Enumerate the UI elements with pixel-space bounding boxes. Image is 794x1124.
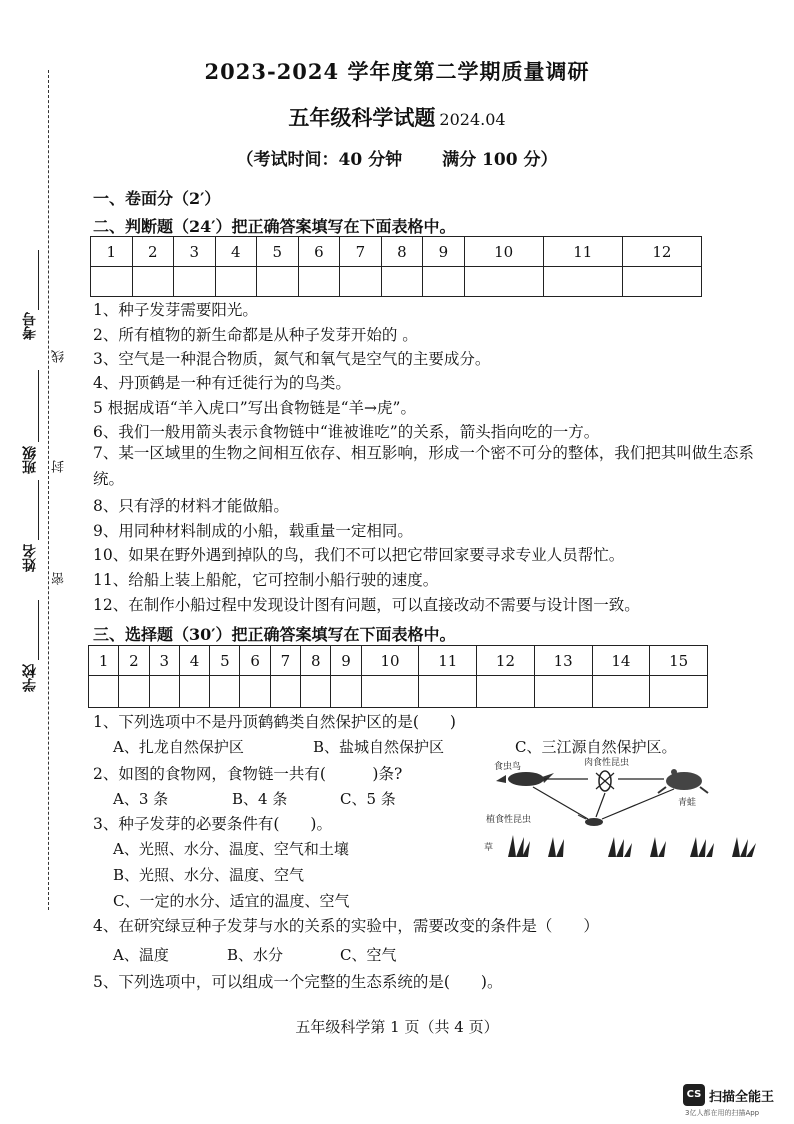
mc-answer-table — [88, 645, 708, 708]
food-web-arrows — [533, 779, 674, 819]
mc-q2-option-b: B、4 条 — [232, 790, 288, 808]
tf-question-2: 2、所有植物的新生命都是从种子发芽开始的 。 — [93, 326, 418, 344]
tf-answer-cell[interactable] — [464, 267, 543, 297]
exam-date: 2024.04 — [439, 110, 506, 129]
mc-answer-cell[interactable] — [301, 676, 331, 708]
cut-mark-xian: 线 — [52, 350, 67, 363]
mc-answer-cell[interactable] — [592, 676, 650, 708]
tf-col-11: 11 — [543, 237, 622, 267]
mc-col-10: 10 — [361, 646, 419, 676]
tf-answer-cell[interactable] — [622, 267, 701, 297]
margin-class-line — [38, 370, 39, 442]
exam-title: 2023-2024 学年度第二学期质量调研 — [204, 59, 590, 84]
mc-q4-option-c: C、空气 — [340, 946, 397, 964]
frog-icon — [658, 769, 708, 793]
food-web-figure — [478, 757, 778, 862]
herbivore-insect-icon — [578, 815, 603, 826]
subject-title: 五年级科学试题 — [288, 105, 436, 130]
exam-subtitle — [0, 102, 794, 132]
mc-col-15: 15 — [650, 646, 708, 676]
full-score: 满分 100 分） — [442, 150, 558, 170]
food-web-label-grass: 草 — [484, 843, 494, 853]
tf-col-5: 5 — [257, 237, 299, 267]
tf-answer-table — [90, 236, 702, 297]
cut-mark-feng: 封 — [52, 460, 67, 473]
food-web-label-frog: 青蛙 — [678, 798, 697, 808]
mc-q1-option-b: B、盐城自然保护区 — [313, 738, 445, 756]
scanner-app-name: 扫描全能王 — [709, 1090, 775, 1105]
mc-q4-option-b: B、水分 — [227, 946, 284, 964]
tf-question-5: 5 根据成语“羊入虎口”写出食物链是“羊→虎”。 — [93, 399, 416, 417]
mc-answer-cell[interactable] — [331, 676, 361, 708]
food-web-label-bird: 食虫鸟 — [494, 762, 522, 772]
tf-question-4: 4、丹顶鹤是一种有迁徙行为的鸟类。 — [93, 374, 351, 392]
mc-col-12: 12 — [477, 646, 535, 676]
mc-q3-option-b: B、光照、水分、温度、空气 — [113, 866, 305, 884]
tf-answer-cell[interactable] — [340, 267, 382, 297]
tf-col-6: 6 — [298, 237, 340, 267]
mc-answer-cell[interactable] — [477, 676, 535, 708]
mc-col-9: 9 — [331, 646, 361, 676]
tf-col-7: 7 — [340, 237, 382, 267]
mc-question-2: 2、如图的食物网，食物链一共有( )条? — [93, 765, 403, 783]
mc-q1-option-a: A、扎龙自然保护区 — [113, 738, 244, 756]
grass-icon — [508, 835, 756, 857]
tf-col-8: 8 — [381, 237, 423, 267]
mc-q2-option-c: C、5 条 — [340, 790, 396, 808]
mc-answer-cell[interactable] — [534, 676, 592, 708]
binding-dashed-line — [48, 70, 49, 910]
mc-answer-cell[interactable] — [419, 676, 477, 708]
mc-answer-cell[interactable] — [119, 676, 149, 708]
margin-name-label: 姓名 — [22, 544, 38, 572]
food-web-label-carnivore-insect: 肉食性昆虫 — [584, 758, 630, 768]
mc-q4-option-a: A、温度 — [113, 946, 169, 964]
tf-col-9: 9 — [423, 237, 465, 267]
tf-header-row — [91, 237, 702, 267]
tf-col-2: 2 — [132, 237, 174, 267]
mc-col-1: 1 — [89, 646, 119, 676]
mc-col-3: 3 — [149, 646, 179, 676]
tf-question-10: 10、如果在野外遇到掉队的鸟，我们不可以把它带回家要寻求专业人员帮忙。 — [93, 546, 625, 564]
tf-question-6: 6、我们一般用箭头表示食物链中“谁被谁吃”的关系，箭头指向吃的一方。 — [93, 423, 600, 441]
mc-answer-cell[interactable] — [240, 676, 270, 708]
exam-info — [0, 145, 794, 170]
margin-class-label: 班级 — [22, 446, 38, 474]
scanner-logo-icon: CS — [683, 1084, 705, 1106]
tf-col-3: 3 — [174, 237, 216, 267]
mc-col-13: 13 — [534, 646, 592, 676]
section1-heading: 一、卷面分（2′） — [93, 189, 221, 208]
tf-answer-cell[interactable] — [215, 267, 257, 297]
mc-q1-option-c: C、三江源自然保护区。 — [515, 738, 677, 756]
mc-col-8: 8 — [301, 646, 331, 676]
tf-answer-cell[interactable] — [91, 267, 133, 297]
mc-col-6: 6 — [240, 646, 270, 676]
mc-answer-cell[interactable] — [149, 676, 179, 708]
tf-question-3: 3、空气是一种混合物质，氮气和氧气是空气的主要成分。 — [93, 350, 491, 368]
tf-question-1: 1、种子发芽需要阳光。 — [93, 301, 258, 319]
tf-question-11: 11、给船上装上船舵，它可控制小船行驶的速度。 — [93, 571, 439, 589]
tf-col-10: 10 — [464, 237, 543, 267]
mc-answer-row — [89, 676, 708, 708]
mc-answer-cell[interactable] — [650, 676, 708, 708]
margin-exam-no-line — [38, 250, 39, 310]
mc-answer-cell[interactable] — [361, 676, 419, 708]
mc-col-14: 14 — [592, 646, 650, 676]
mc-col-4: 4 — [179, 646, 209, 676]
mc-answer-cell[interactable] — [270, 676, 300, 708]
tf-answer-cell[interactable] — [543, 267, 622, 297]
mc-answer-cell[interactable] — [210, 676, 240, 708]
tf-answer-cell[interactable] — [298, 267, 340, 297]
mc-q2-option-a: A、3 条 — [113, 790, 169, 808]
mc-answer-cell[interactable] — [179, 676, 209, 708]
mc-question-3: 3、种子发芽的必要条件有( )。 — [93, 815, 332, 833]
tf-answer-row — [91, 267, 702, 297]
cut-mark-mi: 密 — [52, 572, 67, 585]
margin-school-label: 学校 — [22, 664, 38, 692]
mc-q3-option-a: A、光照、水分、温度、空气和土壤 — [113, 840, 349, 858]
section3-heading: 三、选择题（30′）把正确答案填写在下面表格中。 — [93, 625, 456, 644]
margin-exam-no-label: 考号 — [22, 312, 38, 340]
tf-answer-cell[interactable] — [257, 267, 299, 297]
section2-heading: 二、判断题（24′）把正确答案填写在下面表格中。 — [93, 217, 456, 236]
mc-answer-cell[interactable] — [89, 676, 119, 708]
tf-answer-cell[interactable] — [174, 267, 216, 297]
mc-question-4: 4、在研究绿豆种子发芽与水的关系的实验中，需要改变的条件是（ ） — [93, 917, 599, 935]
tf-answer-cell[interactable] — [132, 267, 174, 297]
mc-header-row — [89, 646, 708, 676]
scanner-tagline: 3亿人都在用的扫描App — [685, 1109, 760, 1117]
tf-question-8: 8、只有浮的材料才能做船。 — [93, 497, 289, 515]
tf-answer-cell[interactable] — [423, 267, 465, 297]
mc-col-2: 2 — [119, 646, 149, 676]
mc-question-5: 5、下列选项中，可以组成一个完整的生态系统的是( )。 — [93, 973, 503, 991]
tf-question-9: 9、用同种材料制成的小船，载重量一定相同。 — [93, 522, 413, 540]
carnivore-insect-icon — [596, 771, 614, 791]
tf-col-1: 1 — [91, 237, 133, 267]
mc-question-1: 1、下列选项中不是丹顶鹤鹤类自然保护区的是( ) — [93, 713, 456, 731]
exam-time: （考试时间：40 分钟 — [236, 150, 403, 170]
tf-col-12: 12 — [622, 237, 701, 267]
margin-school-line — [38, 600, 39, 660]
tf-col-4: 4 — [215, 237, 257, 267]
tf-question-12: 12、在制作小船过程中发现设计图有问题，可以直接改动不需要与设计图一致。 — [93, 596, 640, 614]
mc-col-7: 7 — [270, 646, 300, 676]
margin-name-line — [38, 480, 39, 540]
mc-col-5: 5 — [210, 646, 240, 676]
mc-q3-option-c: C、一定的水分、适宜的温度、空气 — [113, 892, 350, 910]
page-footer: 五年级科学第 1 页（共 4 页） — [295, 1018, 499, 1036]
tf-answer-cell[interactable] — [381, 267, 423, 297]
food-web-label-herbivore-insect: 植食性昆虫 — [486, 815, 532, 825]
tf-question-7: 7、某一区域里的生物之间相互依存、相互影响，形成一个密不可分的整体，我们把其叫做生态系统。 — [93, 444, 754, 488]
mc-col-11: 11 — [419, 646, 477, 676]
